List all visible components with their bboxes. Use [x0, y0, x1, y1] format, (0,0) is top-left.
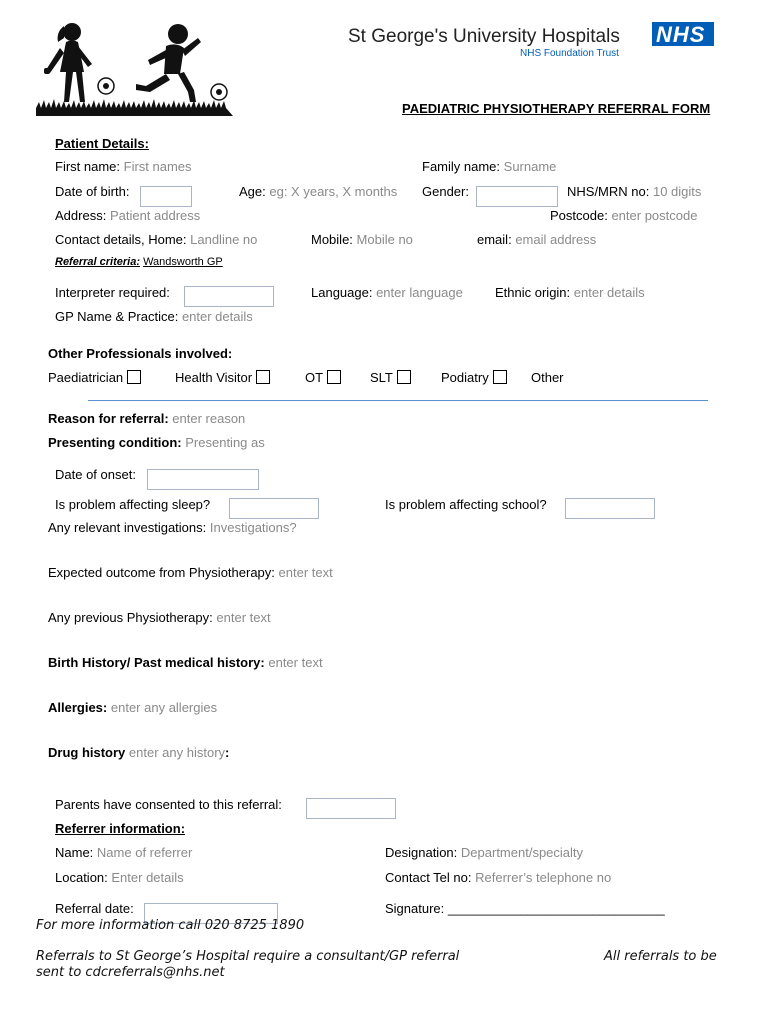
- signature-line[interactable]: ______________________________: [447, 901, 665, 916]
- trust-name: NHS Foundation Trust: [520, 48, 619, 59]
- birth-history-field[interactable]: enter text: [268, 655, 323, 670]
- referrer-heading: Referrer information:: [55, 821, 186, 836]
- allergies-field[interactable]: enter any allergies: [110, 700, 218, 715]
- allergies-label: Allergies:: [48, 700, 108, 715]
- signature-label: Signature:: [385, 901, 445, 916]
- ethnic-origin-row: [495, 285, 645, 301]
- dob-field[interactable]: [140, 186, 192, 207]
- first-name-row: [55, 159, 192, 175]
- first-name-field[interactable]: First names: [123, 159, 192, 174]
- referral-criteria-label: Referral criteria:: [55, 256, 140, 268]
- contact-tel-label: Contact Tel no:: [385, 870, 472, 885]
- gender-field[interactable]: [476, 186, 558, 207]
- condition-field[interactable]: Presenting as: [185, 435, 265, 450]
- language-row: [311, 285, 463, 301]
- outcome-label: Expected outcome from Physiotherapy:: [48, 565, 275, 580]
- mobile-label: Mobile:: [311, 232, 353, 247]
- nhs-number-field[interactable]: 10 digits: [652, 184, 702, 199]
- professional-slt: [370, 370, 411, 386]
- footer-email: sent to cdcreferrals@nhs.net: [36, 965, 225, 980]
- podiatry-label: Podiatry: [441, 370, 489, 385]
- email-row: [477, 232, 596, 248]
- reason-field[interactable]: enter reason: [172, 411, 246, 426]
- referral-criteria-value[interactable]: Wandsworth GP: [143, 256, 223, 268]
- outcome-field[interactable]: enter text: [278, 565, 333, 580]
- reason-row: [48, 411, 245, 427]
- footer-info: For more information call 020 8725 1890: [36, 918, 305, 933]
- age-field[interactable]: eg: X years, X months: [269, 184, 398, 199]
- ot-checkbox[interactable]: [327, 370, 341, 384]
- location-label: Location:: [55, 870, 108, 885]
- location-row: [55, 870, 184, 886]
- signature-row: [385, 901, 665, 917]
- paediatrician-label: Paediatrician: [48, 370, 124, 385]
- referrer-name-label: Name:: [55, 845, 94, 860]
- reason-label: Reason for referral:: [48, 411, 169, 426]
- email-label: email:: [477, 232, 512, 247]
- home-contact-field[interactable]: Landline no: [190, 232, 258, 247]
- other-professionals-heading: Other Professionals involved:: [48, 346, 233, 361]
- ethnic-origin-field[interactable]: enter details: [573, 285, 645, 300]
- hospital-name: St George's University Hospitals: [348, 26, 620, 47]
- mobile-field[interactable]: Mobile no: [356, 232, 413, 247]
- paediatrician-checkbox[interactable]: [127, 370, 141, 384]
- referrer-name-row: [55, 845, 192, 861]
- language-label: Language:: [311, 285, 373, 300]
- ot-label: OT: [305, 370, 324, 385]
- condition-label: Presenting condition:: [48, 435, 182, 450]
- birth-history-label: Birth History/ Past medical history:: [48, 655, 265, 670]
- drug-history-field[interactable]: enter any history: [128, 745, 226, 760]
- nhs-logo: [652, 22, 714, 46]
- health-visitor-label: Health Visitor: [175, 370, 253, 385]
- family-name-field[interactable]: Surname: [503, 159, 557, 174]
- contact-tel-row: [385, 870, 611, 886]
- home-contact-label: Contact details, Home:: [55, 232, 187, 247]
- children-playing-football-logo: [36, 18, 234, 118]
- school-label: Is problem affecting school?: [385, 497, 547, 512]
- family-name-label: Family name:: [422, 159, 501, 174]
- address-row: [55, 208, 200, 224]
- first-name-label: First name:: [55, 159, 121, 174]
- postcode-field[interactable]: enter postcode: [611, 208, 698, 223]
- podiatry-checkbox[interactable]: [493, 370, 507, 384]
- consent-label: Parents have consented to this referral:: [55, 797, 282, 812]
- nhs-number-row: [567, 184, 701, 200]
- drug-history-label: Drug history: [48, 745, 126, 760]
- drug-history-colon: :: [225, 745, 230, 760]
- mobile-row: [311, 232, 413, 248]
- email-field[interactable]: email address: [515, 232, 597, 247]
- address-label: Address:: [55, 208, 107, 223]
- previous-physio-row: [48, 610, 271, 626]
- professional-podiatry: [441, 370, 507, 386]
- footer-consultant-note: Referrals to St George’s Hospital require a consultant/GP referral: [36, 949, 460, 964]
- home-contact-row: [55, 232, 257, 248]
- postcode-row: [550, 208, 697, 224]
- school-field[interactable]: [565, 498, 655, 519]
- investigations-row: [48, 520, 297, 536]
- interpreter-field[interactable]: [184, 286, 274, 307]
- outcome-row: [48, 565, 333, 581]
- gp-row: [55, 309, 253, 325]
- investigations-field[interactable]: Investigations?: [209, 520, 297, 535]
- footer-referrals-note: All referrals to be: [604, 949, 717, 964]
- language-field[interactable]: enter language: [376, 285, 463, 300]
- slt-label: SLT: [370, 370, 393, 385]
- designation-field[interactable]: Department/specialty: [460, 845, 584, 860]
- professional-ot: [305, 370, 341, 386]
- consent-field[interactable]: [306, 798, 396, 819]
- ethnic-origin-label: Ethnic origin:: [495, 285, 571, 300]
- professional-health-visitor: [175, 370, 270, 386]
- designation-row: [385, 845, 583, 861]
- birth-history-row: [48, 655, 323, 671]
- investigations-label: Any relevant investigations:: [48, 520, 207, 535]
- designation-label: Designation:: [385, 845, 458, 860]
- nhs-number-label: NHS/MRN no:: [567, 184, 650, 199]
- drug-history-row: [48, 745, 229, 761]
- onset-field[interactable]: [147, 469, 259, 490]
- slt-checkbox[interactable]: [397, 370, 411, 384]
- dob-label: Date of birth:: [55, 184, 130, 199]
- family-name-row: [422, 159, 556, 175]
- nhs-logo-text: NHS: [656, 22, 706, 47]
- age-label: Age:: [239, 184, 266, 199]
- onset-label: Date of onset:: [55, 467, 136, 482]
- other-label: Other: [531, 370, 564, 385]
- age-row: [239, 184, 397, 200]
- form-title: PAEDIATRIC PHYSIOTHERAPY REFERRAL FORM: [402, 101, 711, 116]
- previous-physio-label: Any previous Physiotherapy:: [48, 610, 213, 625]
- contact-tel-field[interactable]: Referrer’s telephone no: [475, 870, 612, 885]
- professional-paediatrician: [48, 370, 141, 386]
- interpreter-label: Interpreter required:: [55, 285, 170, 300]
- health-visitor-checkbox[interactable]: [256, 370, 270, 384]
- referrer-name-field[interactable]: Name of referrer: [96, 845, 193, 860]
- allergies-row: [48, 700, 217, 716]
- sleep-label: Is problem affecting sleep?: [55, 497, 211, 512]
- address-field[interactable]: Patient address: [109, 208, 201, 223]
- location-field[interactable]: Enter details: [111, 870, 184, 885]
- postcode-label: Postcode:: [550, 208, 608, 223]
- gp-label: GP Name & Practice:: [55, 309, 179, 324]
- sleep-field[interactable]: [229, 498, 319, 519]
- gender-label: Gender:: [422, 184, 469, 199]
- patient-details-heading: Patient Details:: [55, 136, 149, 151]
- gp-field[interactable]: enter details: [181, 309, 253, 324]
- condition-row: [48, 435, 265, 451]
- referral-criteria-row: [55, 254, 223, 270]
- previous-physio-field[interactable]: enter text: [216, 610, 271, 625]
- section-divider: [88, 400, 708, 401]
- referral-date-label: Referral date:: [55, 901, 134, 916]
